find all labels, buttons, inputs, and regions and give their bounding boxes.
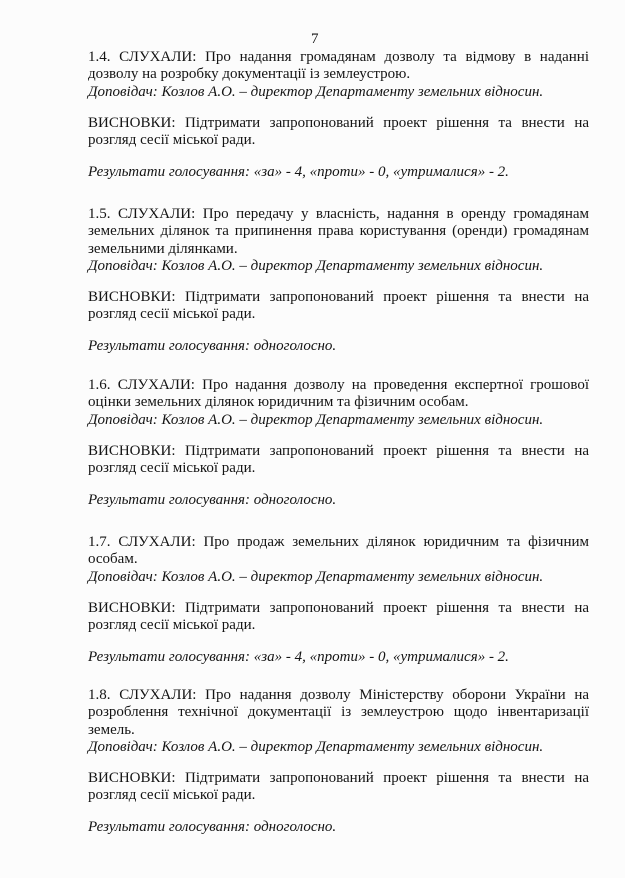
agenda-item-1-8 bbox=[88, 687, 589, 836]
conclusions-text: Підтримати запропонований проект рішення та внести на розгляд сесії міської ради. bbox=[88, 289, 590, 323]
vote-result: одноголосно. bbox=[253, 338, 337, 355]
vote-label: Результати голосування: bbox=[88, 338, 251, 355]
agenda-item-1-6 bbox=[88, 377, 589, 509]
speaker-line bbox=[88, 84, 589, 101]
heard-paragraph bbox=[88, 206, 589, 258]
vote-results-line bbox=[88, 492, 589, 509]
vote-results-line bbox=[88, 649, 589, 666]
conclusions-text: Підтримати запропонований проект рішення та внести на розгляд сесії міської ради. bbox=[88, 442, 590, 477]
vote-result: «за» - 4, «проти» - 0, «утрималися» - 2. bbox=[253, 163, 509, 180]
item-number: 1.6. bbox=[88, 377, 111, 393]
conclusions-label: ВИСНОВКИ: bbox=[88, 289, 176, 306]
speaker-label: Доповідач: bbox=[88, 568, 158, 585]
agenda-item-1-5 bbox=[88, 206, 589, 355]
agenda-item-1-4 bbox=[88, 49, 589, 181]
vote-results-line bbox=[88, 164, 589, 181]
speaker-label: Доповідач: bbox=[88, 411, 158, 428]
speaker-text: Козлов А.О. – директор Департаменту земельних відносин. bbox=[161, 257, 544, 274]
speaker-text: Козлов А.О. – директор Департаменту земельних відносин. bbox=[161, 568, 544, 585]
item-number: 1.4. bbox=[88, 49, 111, 65]
heard-label: СЛУХАЛИ: bbox=[119, 687, 197, 703]
item-number: 1.7. bbox=[88, 534, 111, 550]
heard-paragraph bbox=[88, 534, 589, 569]
speaker-text: Козлов А.О. – директор Департаменту земельних відносин. bbox=[161, 738, 544, 755]
speaker-text: Козлов А.О. – директор Департаменту земельних відносин. bbox=[161, 83, 544, 100]
heard-text: Про продаж земельних ділянок юридичним та фізичним особам. bbox=[88, 534, 589, 568]
page-number: 7 bbox=[311, 31, 319, 47]
conclusions-paragraph bbox=[88, 443, 589, 478]
conclusions-paragraph bbox=[88, 770, 589, 805]
conclusions-label: ВИСНОВКИ: bbox=[88, 599, 176, 616]
speaker-label: Доповідач: bbox=[88, 738, 158, 755]
heard-label: СЛУХАЛИ: bbox=[118, 534, 196, 550]
vote-label: Результати голосування: bbox=[88, 648, 251, 665]
heard-paragraph bbox=[88, 49, 589, 84]
heard-paragraph bbox=[88, 687, 589, 739]
speaker-label: Доповідач: bbox=[88, 257, 158, 274]
heard-paragraph bbox=[88, 377, 589, 412]
vote-label: Результати голосування: bbox=[88, 163, 251, 180]
heard-text: Про надання дозволу Міністерству оборони України на розроблення технічної документації із землеустрою щодо інвентаризації земель. bbox=[88, 687, 590, 738]
agenda-item-1-7 bbox=[88, 534, 589, 666]
conclusions-text: Підтримати запропонований проект рішення та внести на розгляд сесії міської ради. bbox=[88, 114, 590, 149]
speaker-line bbox=[88, 258, 589, 275]
heard-label: СЛУХАЛИ: bbox=[118, 206, 196, 222]
conclusions-paragraph bbox=[88, 600, 589, 635]
heard-text: Про надання громадянам дозволу та відмову в наданні дозволу на розробку документації із землеустрою. bbox=[88, 49, 589, 83]
speaker-line bbox=[88, 739, 589, 756]
vote-results-line bbox=[88, 338, 589, 355]
heard-label: СЛУХАЛИ: bbox=[119, 49, 197, 65]
conclusions-text: Підтримати запропонований проект рішення та внести на розгляд сесії міської ради. bbox=[88, 599, 590, 634]
item-number: 1.8. bbox=[88, 687, 111, 703]
speaker-label: Доповідач: bbox=[88, 83, 158, 100]
conclusions-label: ВИСНОВКИ: bbox=[88, 114, 176, 131]
vote-result: одноголосно. bbox=[253, 491, 337, 508]
conclusions-text: Підтримати запропонований проект рішення та внести на розгляд сесії міської ради. bbox=[88, 770, 590, 804]
vote-label: Результати голосування: bbox=[88, 819, 251, 836]
conclusions-paragraph bbox=[88, 115, 589, 150]
conclusions-label: ВИСНОВКИ: bbox=[88, 442, 176, 459]
vote-label: Результати голосування: bbox=[88, 491, 251, 508]
heard-text: Про передачу у власність, надання в оренду громадянам земельних ділянок та припинення права користування (оренди) громадянам земельними ділянками. bbox=[88, 206, 590, 257]
conclusions-label: ВИСНОВКИ: bbox=[88, 770, 176, 787]
vote-result: одноголосно. bbox=[253, 819, 337, 836]
speaker-line bbox=[88, 569, 589, 586]
speaker-line bbox=[88, 412, 589, 429]
vote-result: «за» - 4, «проти» - 0, «утрималися» - 2. bbox=[253, 648, 509, 665]
heard-text: Про надання дозволу на проведення експертної грошової оцінки земельних ділянок юридичним та фізичним особам. bbox=[88, 377, 590, 411]
vote-results-line bbox=[88, 819, 589, 836]
speaker-text: Козлов А.О. – директор Департаменту земельних відносин. bbox=[161, 411, 544, 428]
heard-label: СЛУХАЛИ: bbox=[117, 377, 195, 393]
conclusions-paragraph bbox=[88, 289, 589, 324]
item-number: 1.5. bbox=[88, 206, 111, 222]
